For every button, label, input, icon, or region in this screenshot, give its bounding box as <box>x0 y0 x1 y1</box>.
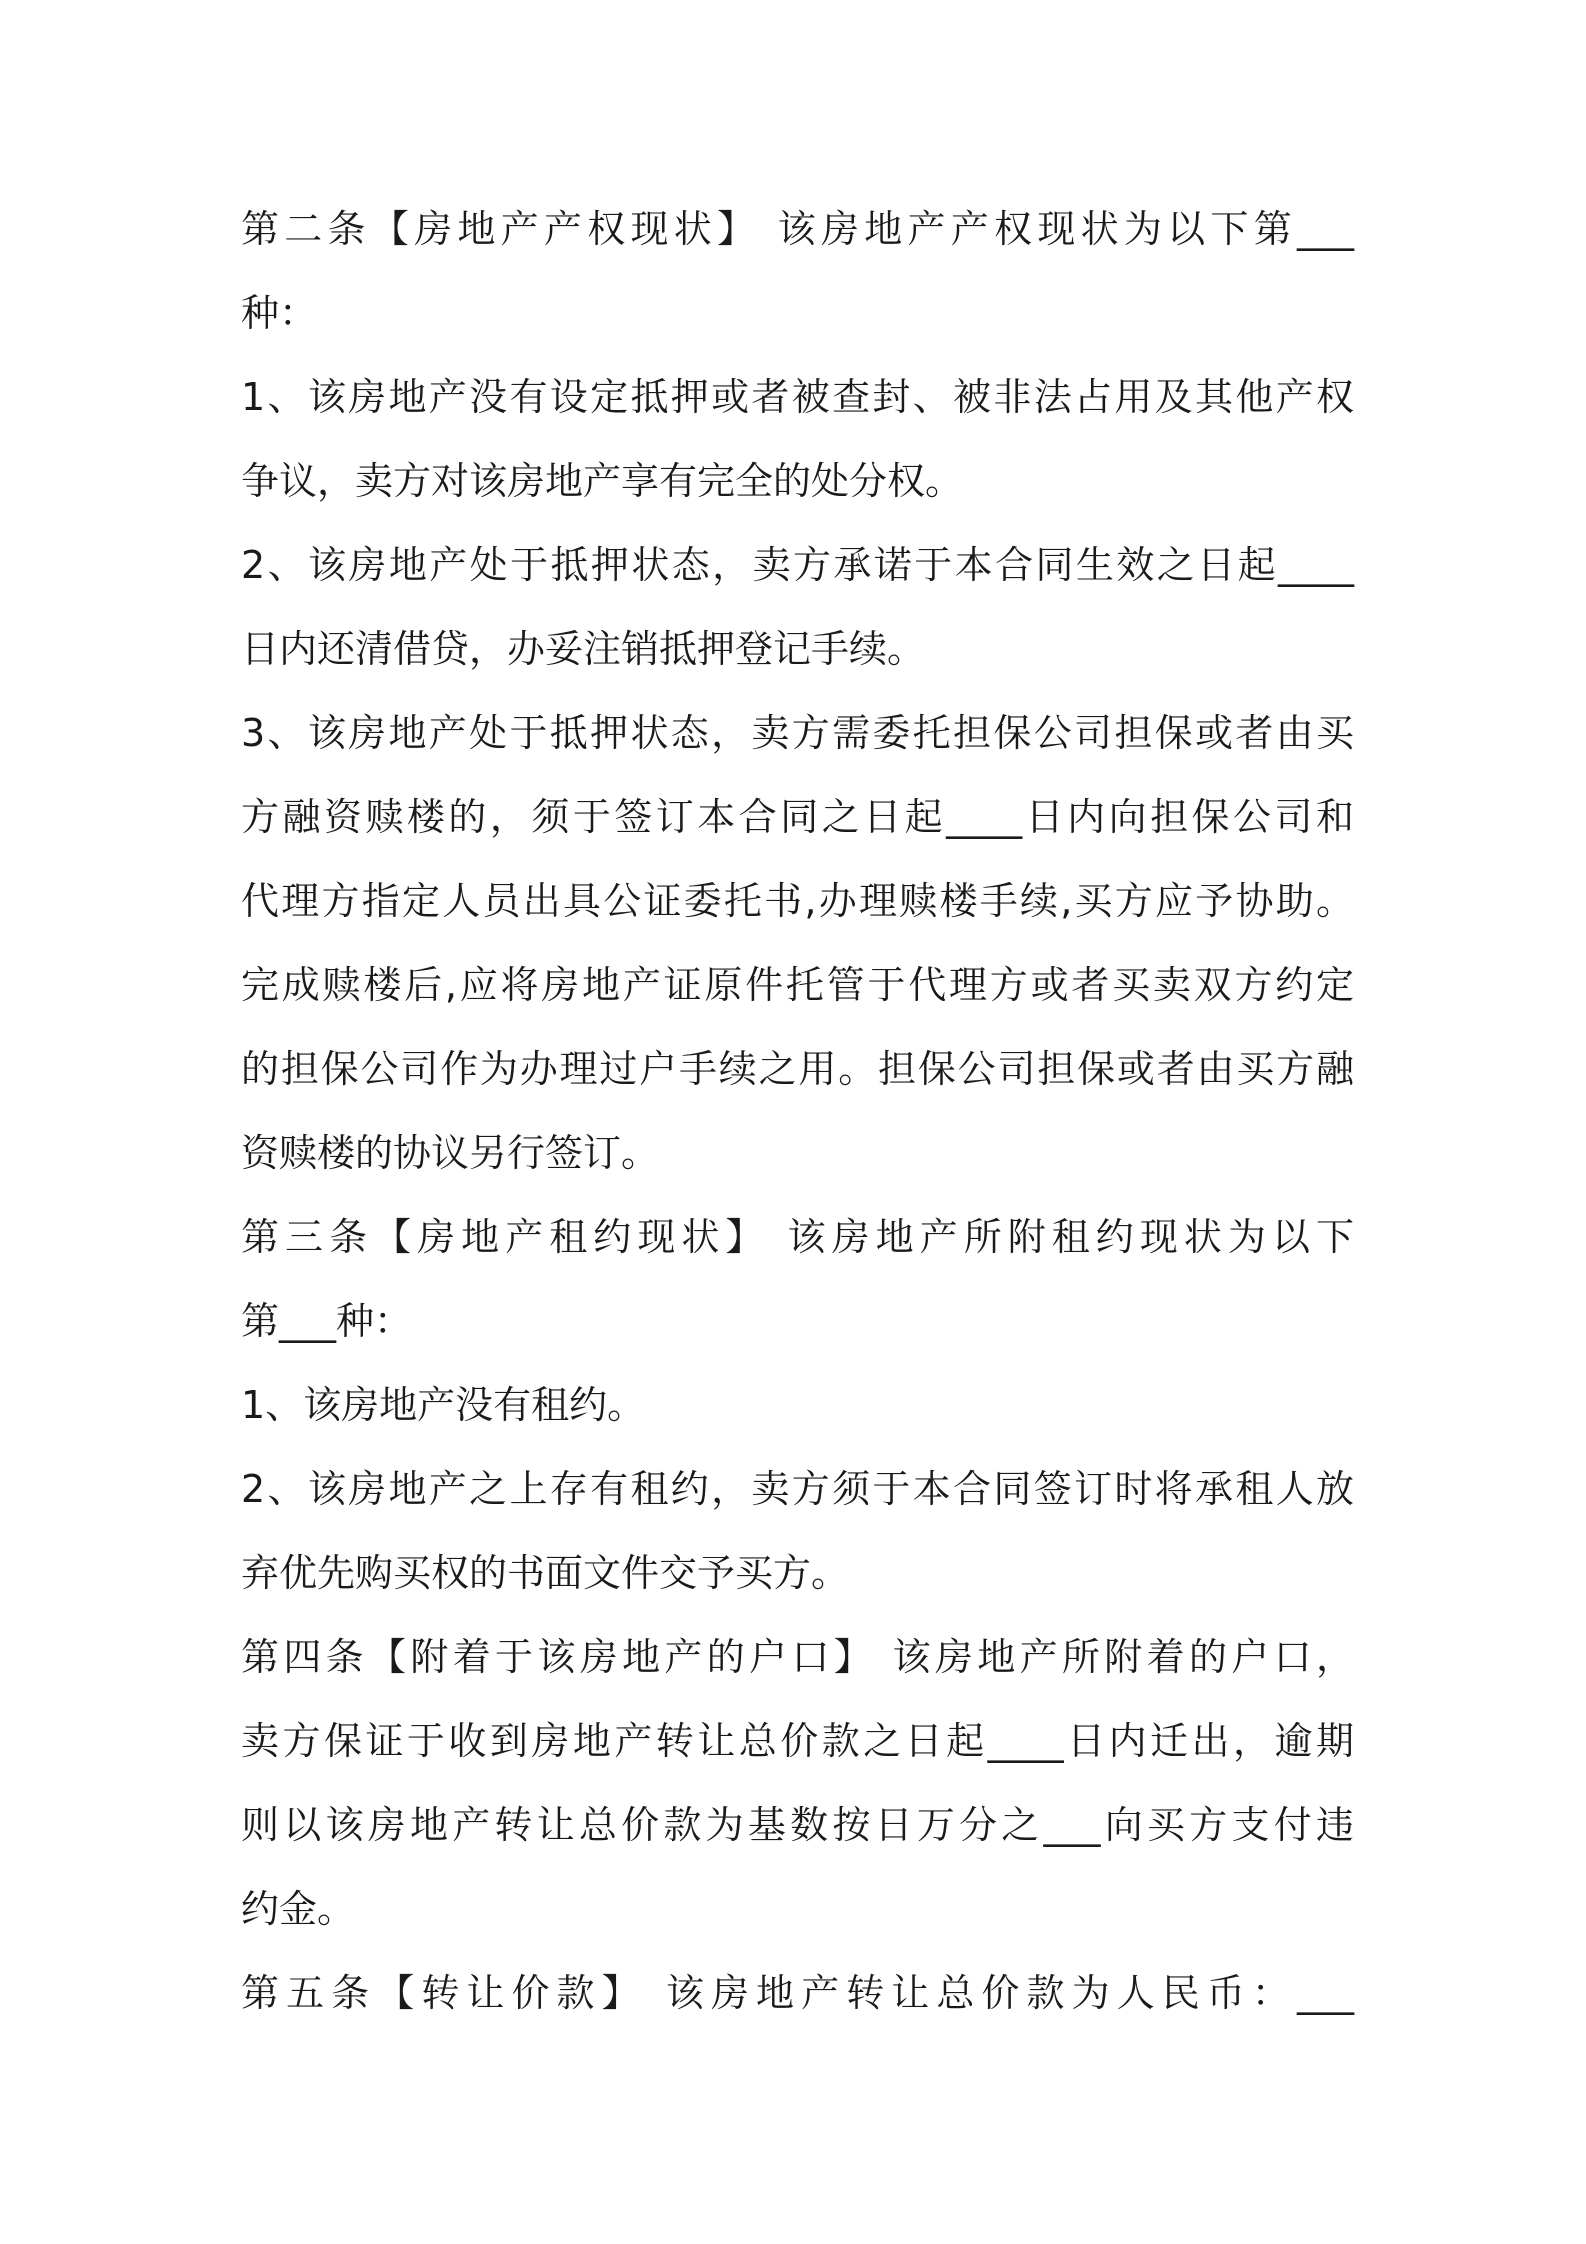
text-line: 争议，卖方对该房地产享有完全的处分权。 <box>241 459 964 503</box>
contract-text <box>241 187 1354 2035</box>
text-line: 1、该房地产没有设定抵押或者被查封、被非法占用及其他产权 <box>241 375 1354 419</box>
text-line: 资赎楼的协议另行签订。 <box>241 1131 660 1175</box>
text-line: 方融资赎楼的，须于签订本合同之日起____日内向担保公司和 <box>241 795 1354 839</box>
text-line: 第四条【附着于该房地产的户口】 该房地产所附着的户口， <box>241 1635 1354 1679</box>
text-line: 完成赎楼后,应将房地产证原件托管于代理方或者买卖双方约定 <box>241 963 1354 1007</box>
text-line: 2、该房地产处于抵押状态，卖方承诺于本合同生效之日起____ <box>241 543 1354 587</box>
text-line: 第___种： <box>241 1299 413 1343</box>
text-line: 第二条【房地产产权现状】 该房地产产权现状为以下第___ <box>241 207 1354 251</box>
text-line: 卖方保证于收到房地产转让总价款之日起____日内迁出，逾期 <box>241 1719 1354 1763</box>
text-line: 代理方指定人员出具公证委托书,办理赎楼手续,买方应予协助。 <box>241 879 1354 923</box>
text-line: 2、该房地产之上存有租约，卖方须于本合同签订时将承租人放 <box>241 1467 1354 1511</box>
text-line: 第三条【房地产租约现状】 该房地产所附租约现状为以下 <box>241 1215 1354 1259</box>
text-line: 的担保公司作为办理过户手续之用。担保公司担保或者由买方融 <box>241 1047 1354 1091</box>
text-line: 第五条【转让价款】 该房地产转让总价款为人民币：___ <box>241 1971 1354 2015</box>
text-line: 则以该房地产转让总价款为基数按日万分之___向买方支付违 <box>241 1803 1354 1847</box>
text-line: 1、该房地产没有租约。 <box>241 1383 646 1427</box>
text-line: 3、该房地产处于抵押状态，卖方需委托担保公司担保或者由买 <box>241 711 1354 755</box>
text-line: 种： <box>241 291 318 335</box>
text-line: 日内还清借贷，办妥注销抵押登记手续。 <box>241 627 926 671</box>
text-line: 弃优先购买权的书面文件交予买方。 <box>241 1551 850 1595</box>
text-line: 约金。 <box>241 1887 356 1931</box>
